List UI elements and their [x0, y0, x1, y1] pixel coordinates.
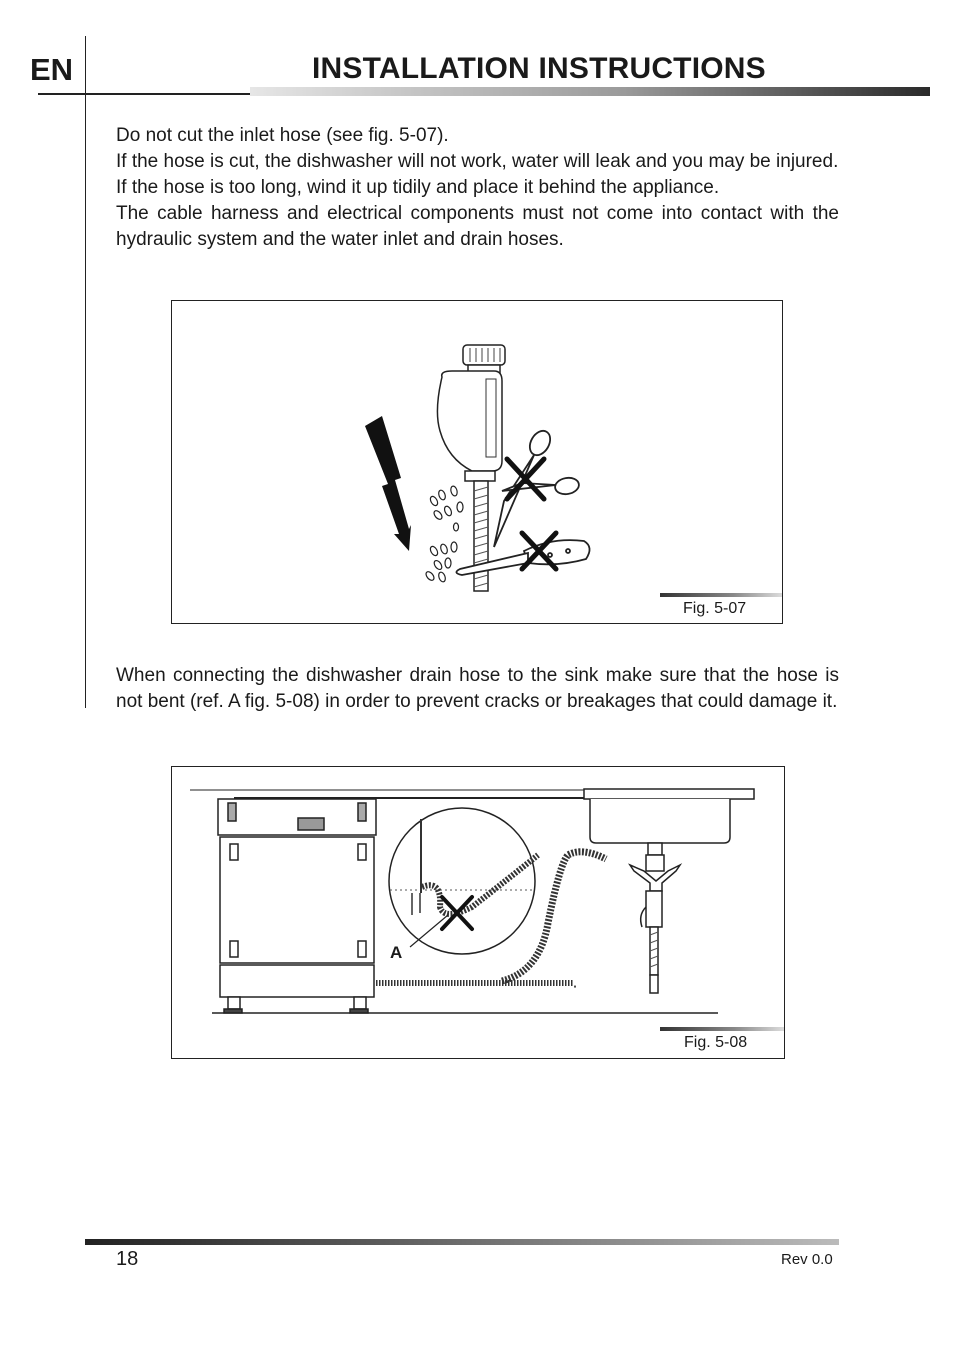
scissors-icon: [494, 427, 580, 547]
language-code: EN: [30, 52, 74, 87]
figure-caption: Fig. 5-08: [684, 1034, 748, 1051]
page-title: INSTALLATION INSTRUCTIONS: [312, 52, 766, 85]
left-margin-rule: [85, 36, 86, 708]
drain-text: [116, 663, 839, 715]
prohibited-x-icon: [507, 459, 544, 499]
intro-line-2: If the hose is cut, the dishwasher will not work, water will leak and you may be injured.: [116, 151, 839, 172]
figure-caption: Fig. 5-07: [683, 600, 747, 617]
drain-hose-illustration: [172, 767, 784, 1058]
revision-label: Rev 0.0: [781, 1251, 833, 1268]
intro-line-1: Do not cut the inlet hose (see fig. 5-07).: [116, 125, 449, 146]
footer-bar: [85, 1239, 839, 1245]
intro-text: [116, 123, 839, 253]
detail-magnifier: [389, 808, 535, 954]
title-gradient-bar: [250, 87, 930, 96]
inlet-hose-illustration: [172, 301, 782, 623]
sink: [584, 789, 754, 993]
callout-label-a: A: [390, 943, 403, 962]
drain-paragraph: When connecting the dishwasher drain hose to the sink make sure that the hose is not bent (ref. A fig. 5-08) in order to prevent cracks or breakages that could damage it.: [116, 665, 839, 712]
page-number: 18: [116, 1248, 139, 1270]
language-underline: [38, 93, 250, 95]
dishwasher: [218, 799, 376, 1013]
caption-bar: [660, 593, 782, 597]
intro-line-3: If the hose is too long, wind it up tidily and place it behind the appliance.: [116, 177, 720, 198]
figure-5-08: [171, 766, 785, 1059]
intro-line-4: The cable harness and electrical components must not come into contact with the hydraulic system and the water inlet and drain hoses.: [116, 203, 839, 250]
caption-bar: [660, 1027, 784, 1031]
lightning-bolt-icon: [365, 416, 411, 551]
water-spray: [424, 485, 463, 582]
figure-5-07: [171, 300, 783, 624]
